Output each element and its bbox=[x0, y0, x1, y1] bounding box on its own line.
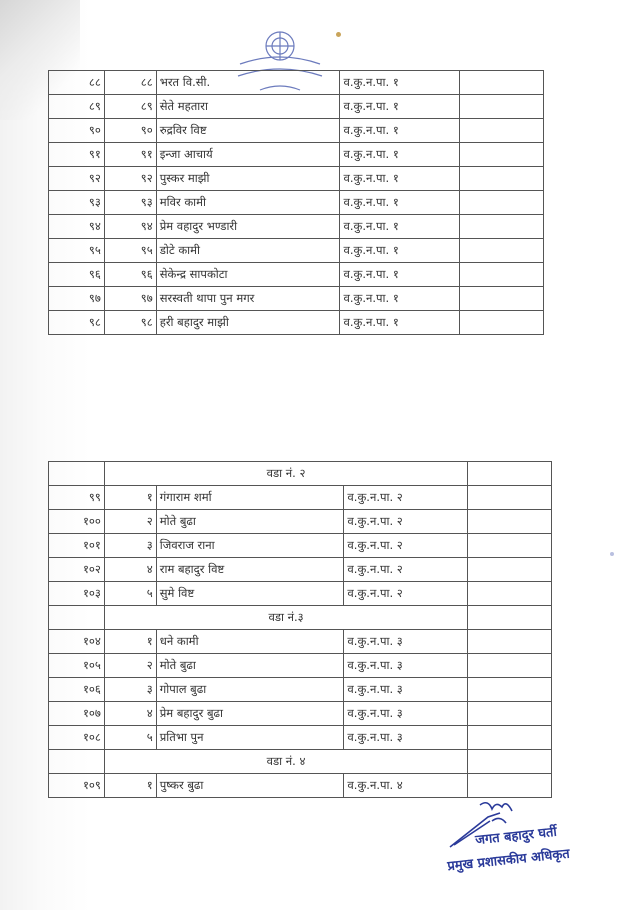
name-cell: पुष्कर बुढा bbox=[156, 774, 344, 798]
serial-number-cell: ९८ bbox=[49, 311, 105, 335]
signatory-title: प्रमुख प्रशासकीय अधिकृत bbox=[446, 846, 571, 875]
ward-4-heading: वडा नं. ४ bbox=[104, 750, 467, 774]
paper-speck bbox=[610, 552, 614, 556]
name-cell: प्रेम बहादुर बुढा bbox=[156, 702, 344, 726]
ward-serial-cell: ९६ bbox=[104, 263, 156, 287]
name-cell: सेकेन्द्र सापकोटा bbox=[156, 263, 340, 287]
address-cell: व.कु.न.पा. १ bbox=[340, 167, 460, 191]
table-row bbox=[49, 630, 552, 654]
remarks-cell bbox=[468, 510, 552, 534]
signatory-name: जगत बहादुर घर्ती bbox=[474, 824, 558, 849]
serial-number-cell: १०४ bbox=[49, 630, 105, 654]
remarks-cell bbox=[468, 534, 552, 558]
remarks-cell bbox=[460, 119, 544, 143]
ward-3-heading: वडा नं.३ bbox=[104, 606, 467, 630]
remarks-cell bbox=[468, 486, 552, 510]
name-cell: सरस्वती थापा पुन मगर bbox=[156, 287, 340, 311]
table-row bbox=[49, 678, 552, 702]
remarks-cell bbox=[468, 774, 552, 798]
remarks-cell bbox=[460, 215, 544, 239]
table-row bbox=[49, 582, 552, 606]
name-cell: रुद्रविर विष्ट bbox=[156, 119, 340, 143]
ward-serial-cell: १ bbox=[104, 774, 156, 798]
table-row bbox=[49, 95, 544, 119]
address-cell: व.कु.न.पा. १ bbox=[340, 119, 460, 143]
table-row bbox=[49, 726, 552, 750]
serial-number-cell: ९१ bbox=[49, 143, 105, 167]
table-row bbox=[49, 774, 552, 798]
address-cell: व.कु.न.पा. २ bbox=[344, 558, 468, 582]
name-cell: प्रेम वहादुर भण्डारी bbox=[156, 215, 340, 239]
empty-cell bbox=[468, 750, 552, 774]
serial-number-cell: १०८ bbox=[49, 726, 105, 750]
ward-serial-cell: ९४ bbox=[104, 215, 156, 239]
empty-cell bbox=[468, 606, 552, 630]
name-cell: जिवराज राना bbox=[156, 534, 344, 558]
remarks-cell bbox=[460, 287, 544, 311]
address-cell: व.कु.न.पा. १ bbox=[340, 311, 460, 335]
name-cell: मोते बुढा bbox=[156, 654, 344, 678]
paper-speck bbox=[336, 32, 341, 37]
address-cell: व.कु.न.पा. १ bbox=[340, 215, 460, 239]
serial-number-cell: ९७ bbox=[49, 287, 105, 311]
ward-serial-cell: २ bbox=[104, 654, 156, 678]
ward-serial-cell: ९१ bbox=[104, 143, 156, 167]
ward-heading-row bbox=[49, 750, 552, 774]
serial-number-cell: ८८ bbox=[49, 71, 105, 95]
address-cell: व.कु.न.पा. १ bbox=[340, 191, 460, 215]
name-cell: हरी बहादुर माझी bbox=[156, 311, 340, 335]
remarks-cell bbox=[468, 702, 552, 726]
table-row bbox=[49, 71, 544, 95]
ward-heading-row bbox=[49, 606, 552, 630]
serial-number-cell: ९० bbox=[49, 119, 105, 143]
address-cell: व.कु.न.पा. १ bbox=[340, 287, 460, 311]
remarks-cell bbox=[460, 311, 544, 335]
address-cell: व.कु.न.पा. १ bbox=[340, 239, 460, 263]
remarks-cell bbox=[460, 263, 544, 287]
remarks-cell bbox=[468, 558, 552, 582]
serial-number-cell: १०७ bbox=[49, 702, 105, 726]
name-cell: धने कामी bbox=[156, 630, 344, 654]
table-row bbox=[49, 239, 544, 263]
address-cell: व.कु.न.पा. ३ bbox=[344, 678, 468, 702]
serial-number-cell: ९६ bbox=[49, 263, 105, 287]
serial-number-cell: १०३ bbox=[49, 582, 105, 606]
serial-number-cell: ९५ bbox=[49, 239, 105, 263]
table-row bbox=[49, 311, 544, 335]
serial-number-cell: ९३ bbox=[49, 191, 105, 215]
address-cell: व.कु.न.पा. ४ bbox=[344, 774, 468, 798]
ward-serial-cell: २ bbox=[104, 510, 156, 534]
serial-number-cell: १०१ bbox=[49, 534, 105, 558]
ward-serial-cell: ५ bbox=[104, 582, 156, 606]
address-cell: व.कु.न.पा. २ bbox=[344, 486, 468, 510]
ward-serial-cell: ३ bbox=[104, 534, 156, 558]
remarks-cell bbox=[468, 582, 552, 606]
ward-2-heading: वडा नं. २ bbox=[104, 462, 467, 486]
ward-serial-cell: १ bbox=[104, 630, 156, 654]
address-cell: व.कु.न.पा. २ bbox=[344, 582, 468, 606]
address-cell: व.कु.न.पा. ३ bbox=[344, 726, 468, 750]
ward-serial-cell: ९३ bbox=[104, 191, 156, 215]
address-cell: व.कु.न.पा. २ bbox=[344, 534, 468, 558]
ward-serial-cell: ३ bbox=[104, 678, 156, 702]
remarks-cell bbox=[460, 71, 544, 95]
address-cell: व.कु.न.पा. १ bbox=[340, 71, 460, 95]
serial-number-cell: ९९ bbox=[49, 486, 105, 510]
table-row bbox=[49, 191, 544, 215]
serial-number-cell: १०९ bbox=[49, 774, 105, 798]
table-row bbox=[49, 215, 544, 239]
address-cell: व.कु.न.पा. १ bbox=[340, 143, 460, 167]
serial-number-cell: १०६ bbox=[49, 678, 105, 702]
table-row bbox=[49, 167, 544, 191]
ward-serial-cell: ८८ bbox=[104, 71, 156, 95]
remarks-cell bbox=[460, 167, 544, 191]
name-cell: राम बहादुर विष्ट bbox=[156, 558, 344, 582]
table-row bbox=[49, 702, 552, 726]
ward-serial-cell: ९८ bbox=[104, 311, 156, 335]
ward-serial-cell: ५ bbox=[104, 726, 156, 750]
name-cell: मविर कामी bbox=[156, 191, 340, 215]
table-row bbox=[49, 486, 552, 510]
address-cell: व.कु.न.पा. ३ bbox=[344, 630, 468, 654]
serial-number-cell: ९२ bbox=[49, 167, 105, 191]
name-cell: भरत वि.सी. bbox=[156, 71, 340, 95]
ward-heading-row bbox=[49, 462, 552, 486]
table-row bbox=[49, 654, 552, 678]
address-cell: व.कु.न.पा. १ bbox=[340, 263, 460, 287]
empty-cell bbox=[49, 750, 105, 774]
ward-serial-cell: १ bbox=[104, 486, 156, 510]
name-cell: गोपाल बुढा bbox=[156, 678, 344, 702]
serial-number-cell: ९४ bbox=[49, 215, 105, 239]
serial-number-cell: ८९ bbox=[49, 95, 105, 119]
name-cell: गंगाराम शर्मा bbox=[156, 486, 344, 510]
table-row bbox=[49, 119, 544, 143]
ward-serial-cell: ९५ bbox=[104, 239, 156, 263]
name-cell: मोते बुढा bbox=[156, 510, 344, 534]
name-cell: इन्जा आचार्य bbox=[156, 143, 340, 167]
ward-serial-cell: ९२ bbox=[104, 167, 156, 191]
table-row bbox=[49, 143, 544, 167]
name-cell: प्रतिभा पुन bbox=[156, 726, 344, 750]
serial-number-cell: १०० bbox=[49, 510, 105, 534]
address-cell: व.कु.न.पा. ३ bbox=[344, 702, 468, 726]
serial-number-cell: १०५ bbox=[49, 654, 105, 678]
table-row bbox=[49, 263, 544, 287]
ward-serial-cell: ४ bbox=[104, 558, 156, 582]
name-cell: पुस्कर माझी bbox=[156, 167, 340, 191]
address-cell: व.कु.न.पा. १ bbox=[340, 95, 460, 119]
table-row bbox=[49, 534, 552, 558]
voter-list-table-ward-1 bbox=[48, 70, 544, 335]
serial-number-cell: १०२ bbox=[49, 558, 105, 582]
ward-serial-cell: ९० bbox=[104, 119, 156, 143]
remarks-cell bbox=[468, 678, 552, 702]
name-cell: सेते महतारा bbox=[156, 95, 340, 119]
ward-serial-cell: ४ bbox=[104, 702, 156, 726]
name-cell: डोटे कामी bbox=[156, 239, 340, 263]
remarks-cell bbox=[468, 630, 552, 654]
table-row bbox=[49, 510, 552, 534]
ward-serial-cell: ८९ bbox=[104, 95, 156, 119]
table-row bbox=[49, 287, 544, 311]
table-row bbox=[49, 558, 552, 582]
address-cell: व.कु.न.पा. २ bbox=[344, 510, 468, 534]
remarks-cell bbox=[460, 143, 544, 167]
remarks-cell bbox=[460, 95, 544, 119]
ward-serial-cell: ९७ bbox=[104, 287, 156, 311]
empty-cell bbox=[49, 606, 105, 630]
remarks-cell bbox=[460, 191, 544, 215]
voter-list-table-wards-2-4 bbox=[48, 461, 552, 798]
remarks-cell bbox=[460, 239, 544, 263]
remarks-cell bbox=[468, 654, 552, 678]
name-cell: सुमे विष्ट bbox=[156, 582, 344, 606]
address-cell: व.कु.न.पा. ३ bbox=[344, 654, 468, 678]
remarks-cell bbox=[468, 726, 552, 750]
